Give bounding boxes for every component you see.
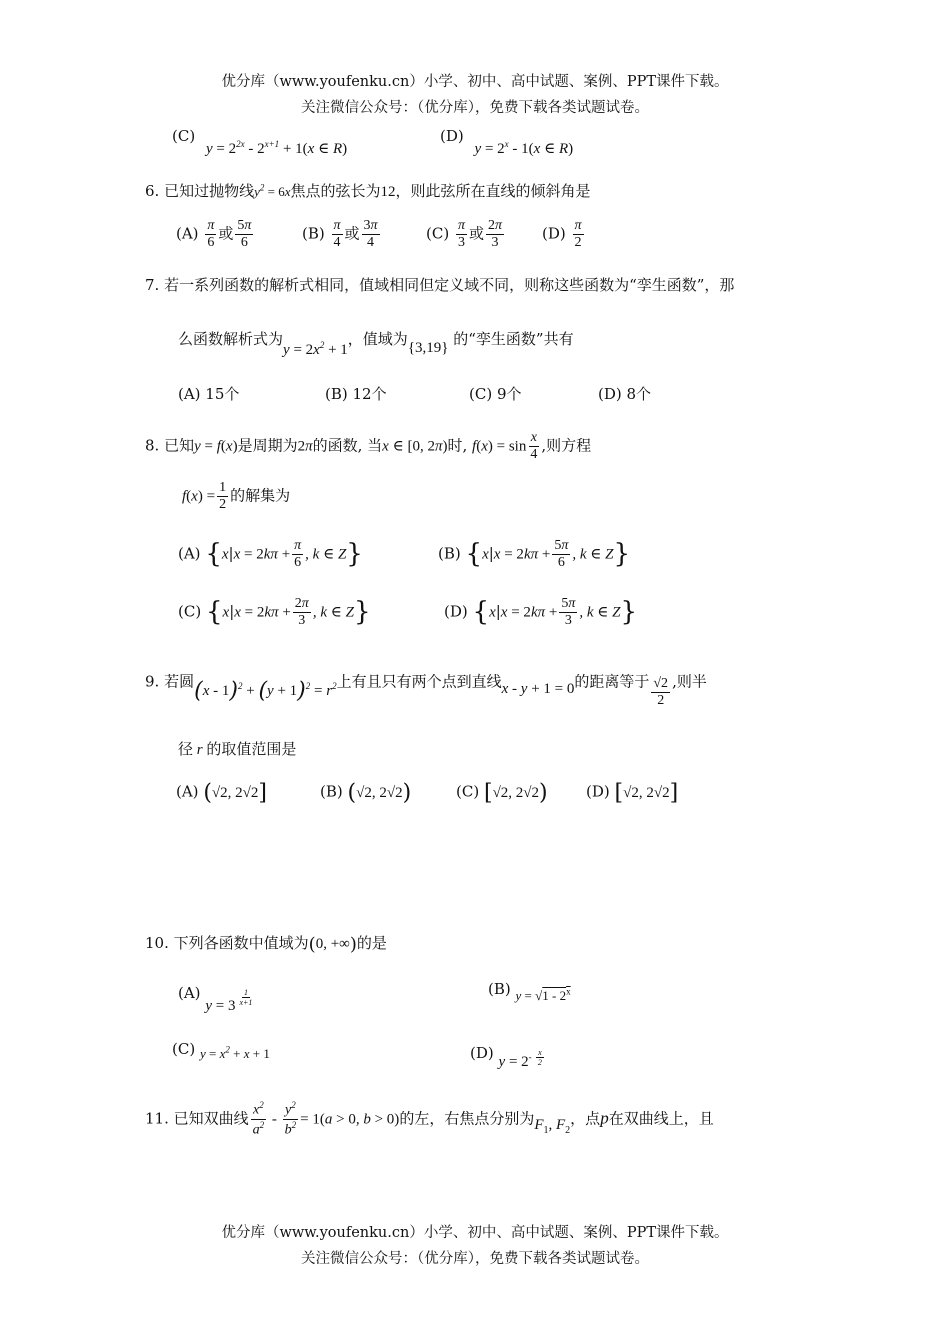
q10-option-a: (A) y = 3 $^{\frac{1}{x+1}}$ [178, 983, 253, 1014]
q9-stem-line-2: 径 r 的取值范围是 [178, 740, 297, 758]
q8-option-b: (B) {x|x = 2kπ + $\frac{5\pi}{6}$ , k ∈ Z} [438, 538, 631, 571]
q11-frac-y: $\frac{y^2}{b^2}$ [284, 1100, 297, 1138]
q9-option-b-label: (B) [320, 782, 343, 801]
q9-text-c: 的距离等于 [574, 672, 650, 691]
q8-option-a-label: (A) [178, 544, 201, 563]
q9-circle: $(x - 1)^2 + (y + 1)^2 = r^2$ [194, 677, 337, 703]
q8-number: 8. [145, 436, 160, 455]
q11-point: p [600, 1108, 609, 1128]
q6-option-a [176, 218, 255, 251]
q5-option-d-formula: $y = 2^x - 1(x$ ∈ R) [474, 139, 574, 157]
q5-option-c-formula: $y = 2^{2x} - 2^{x+1} + 1(x$ ∈ R) [205, 139, 348, 157]
q11-text-c: ，点 [570, 1109, 601, 1128]
q6-option-c-label: (C) [426, 224, 450, 243]
q6-a-or: 或 [218, 224, 234, 243]
q11-frac-x: $\frac{x^2}{a^2}$ [252, 1100, 265, 1138]
q6-text-a: 已知过抛物线 [164, 182, 255, 200]
q8-sin-frac: $\frac{x}{4}$ [530, 430, 538, 463]
q6-text-c: 12 [380, 184, 396, 200]
q8-option-d: (D) {x|x = 2kπ + $\frac{5\pi}{3}$ , k ∈ Z} [444, 596, 638, 629]
q8-line-2: 的解集为 [230, 486, 291, 505]
q10-option-c-label: (C) [172, 1040, 196, 1058]
q9-option-c-label: (C) [456, 782, 480, 801]
q11-text-b: 的左，右焦点分别为 [399, 1109, 535, 1128]
q10-stem [145, 934, 387, 956]
q6-text-b: 焦点的弦长为 [290, 182, 381, 200]
footer-line-1: 优分库（www.youfenku.cn）小学、初中、高中试题、案例、PPT课件下载。 [221, 1225, 729, 1241]
q8-option-c-label: (C) [178, 602, 202, 621]
q9-text-b: 上有且只有两个点到直线 [336, 672, 502, 691]
q8-text-b: 是周期为 [237, 436, 298, 455]
q9-option-a-label: (A) [176, 782, 199, 801]
q10-option-c: (C) $y = x^2 + x + 1$ [172, 1040, 270, 1061]
q10-text-a: 下列各函数中值域为 [173, 934, 309, 953]
q9-option-c: (C) [√2, 2√2) [456, 780, 548, 805]
q10-range: (0, +∞) [308, 934, 357, 955]
q6-c-frac-2: $\frac{2\pi}{3}$ [488, 218, 503, 251]
q8-text-d: 时, [447, 436, 468, 455]
q10-text-b: 的是 [356, 934, 387, 953]
q10-option-d-label: (D) [470, 1043, 494, 1062]
q8-text-c: 的函数, 当 [312, 436, 383, 455]
q6-d-frac: $\frac{\pi}{2}$ [574, 218, 582, 251]
q9-text-d: ,则半 [672, 672, 707, 691]
q11-foci: $F_1$, $F_2$ [534, 1117, 571, 1137]
header-line-2: 关注微信公众号：（优分库），免费下载各类试题试卷。 [301, 100, 649, 116]
q11-number: 11. [145, 1109, 169, 1128]
q6-b-frac-1: $\frac{\pi}{4}$ [333, 218, 341, 251]
q7-stem-line-2 [178, 330, 574, 358]
q6-option-a-label: (A) [176, 224, 199, 243]
q9-option-a: (A) (√2, 2√2] [176, 780, 267, 805]
q9-option-d-label: (D) [586, 782, 610, 801]
q7-line-2b: ，值域为 [347, 330, 408, 348]
q8-sin-def: f(x) = sin [472, 438, 527, 455]
q8-stem-line-2 [182, 480, 290, 513]
q6-text-d: ，则此弦所在直线的倾斜角是 [395, 182, 591, 200]
q10-option-a-label: (A) [178, 983, 201, 1002]
q5-option-d [440, 127, 574, 157]
q6-parabola: $y^2 = 6x$ [254, 182, 291, 199]
footer-line-2: 关注微信公众号：（优分库），免费下载各类试题试卷。 [301, 1251, 649, 1267]
q8-text-a: 已知 [164, 436, 195, 455]
q10-option-b-label: (B) [488, 980, 511, 998]
header-line-1: 优分库（www.youfenku.cn）小学、初中、高中试题、案例、PPT课件下载。 [221, 74, 729, 90]
q9-option-d: (D) [√2, 2√2] [586, 780, 679, 805]
q11-stem: 11. 已知双曲线 $\frac{x^2}{a^2}$ - $\frac{y^2}{b^2}$ = 1(a > 0, b > 0)的左，右焦点分别为$F_1$, $F_2$，点p在双曲线上，且 [145, 1100, 714, 1138]
q6-option-b-label: (B) [302, 224, 325, 243]
q6-a-frac-1: $\frac{\pi}{6}$ [207, 218, 215, 251]
q8-text-e: ,则方程 [541, 436, 592, 455]
q6-number: 6. [145, 182, 160, 200]
q9-line-2: 径 [178, 740, 194, 758]
q7-line-2c: 的“孪生函数”共有 [453, 330, 574, 348]
q7-formula: $y = 2x^2 + 1$ [283, 340, 348, 358]
q9-line: x - y + 1 = 0 [501, 680, 575, 697]
q7-option-b: (B) 12个 [325, 385, 387, 403]
q5-option-c [172, 127, 348, 157]
q8-interval: x ∈ [0, 2π) [382, 438, 448, 455]
q7-option-c: (C) 9个 [469, 385, 522, 403]
q7-range: {3,19} [407, 340, 449, 356]
q9-line-2b: 的取值范围是 [206, 740, 297, 758]
q6-option-d [542, 218, 586, 251]
q7-number: 7. [145, 276, 160, 294]
q5-option-d-label: (D) [440, 127, 464, 145]
q6-option-c [426, 218, 506, 251]
q7-line-1: 若一系列函数的解析式相同，值域相同但定义域不同，则称这些函数为“孪生函数”，那 [164, 276, 735, 294]
q10-option-b: (B) y = √1 - 2$^x$ [488, 980, 571, 1003]
q10-number: 10. [145, 934, 169, 953]
q9-number: 9. [145, 672, 160, 691]
q7-line-2a: 么函数解析式为 [178, 330, 284, 348]
q6-b-or: 或 [344, 224, 360, 243]
q6-stem [145, 182, 591, 201]
q11-text-d: 在双曲线上，且 [608, 1109, 714, 1128]
q8-stem [145, 430, 591, 463]
q9-option-b: (B) (√2, 2√2) [320, 780, 412, 805]
q11-condition: = 1(a > 0, b > 0) [300, 1111, 400, 1128]
q8-equation: f(x) = [182, 488, 216, 505]
q8-option-d-label: (D) [444, 602, 468, 621]
q9-stem [145, 666, 707, 709]
q7-option-a: (A) 15个 [178, 385, 240, 403]
q8-option-b-label: (B) [438, 544, 461, 563]
q6-a-frac-2: $\frac{5\pi}{6}$ [237, 218, 252, 251]
q6-c-or: 或 [468, 224, 484, 243]
q8-func: y = f(x) [194, 438, 238, 455]
q6-b-frac-2: $\frac{3\pi}{4}$ [363, 218, 378, 251]
q11-text-a: 已知双曲线 [173, 1109, 249, 1128]
q8-option-a: (A) {x|x = 2kπ + $\frac{\pi}{6}$ , k ∈ Z} [178, 538, 363, 571]
q5-option-c-label: (C) [172, 127, 196, 145]
q9-distance: $\frac{√2}{2}$ [653, 676, 669, 709]
q6-c-frac-1: $\frac{\pi}{3}$ [457, 218, 465, 251]
q6-option-b [302, 218, 382, 251]
q6-option-d-label: (D) [542, 224, 566, 243]
q8-period: 2π [297, 438, 313, 455]
q7-option-d: (D) 8个 [598, 385, 652, 403]
q8-option-c: (C) {x|x = 2kπ + $\frac{2\pi}{3}$ , k ∈ Z} [178, 596, 371, 629]
q9-text-a: 若圆 [164, 672, 195, 691]
q10-option-d: (D) $y = 2^{- \frac{x}{2}}$ [470, 1043, 542, 1070]
q8-half: $\frac{1}{2}$ [219, 480, 227, 513]
q7-stem-line-1 [145, 276, 734, 294]
